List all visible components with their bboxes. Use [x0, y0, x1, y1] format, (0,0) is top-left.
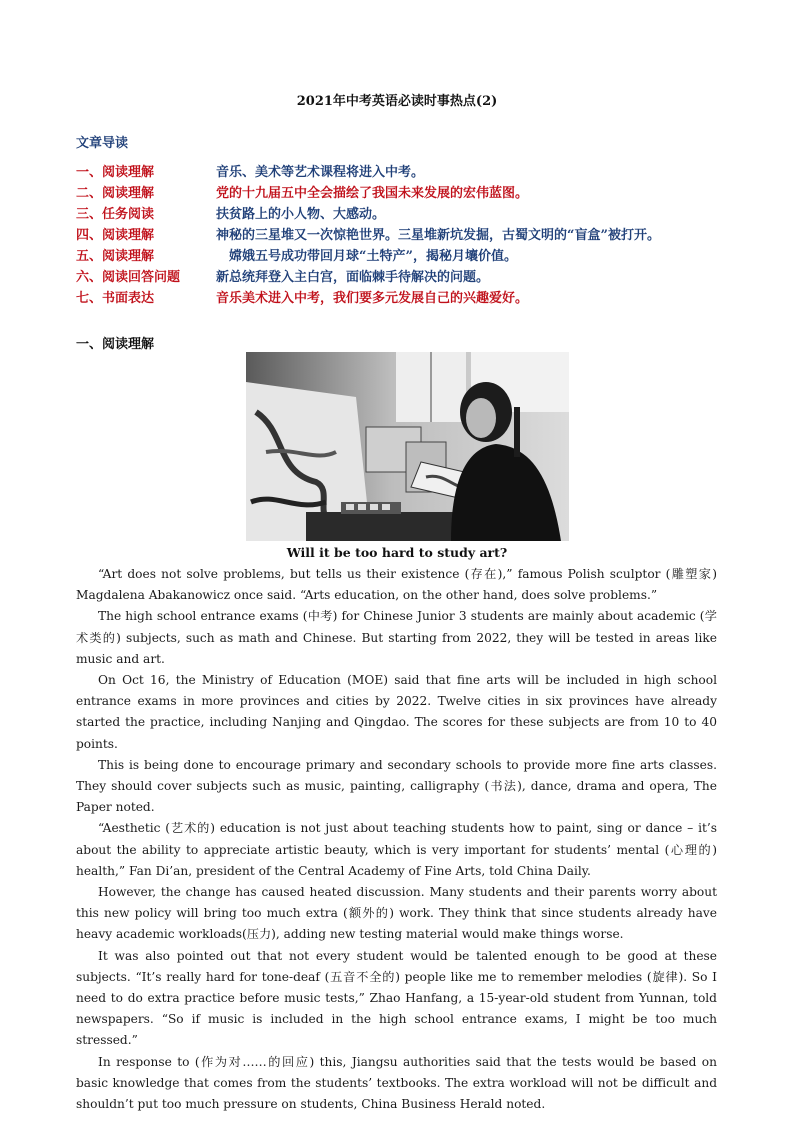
article-paragraph: This is being done to encourage primary and secondary schools to provide more fine arts classes. They should cover subjects such as music, painting, calligraphy (书法), dance, drama and opera, The Paper noted. — [76, 757, 717, 815]
toc-item — [76, 203, 736, 224]
article-paragraph: The high school entrance exams (中考) for Chinese Junior 3 students are mainly about academic (学术类的) subjects, such as math and Chinese. But starting from 2022, they will be tested in areas like music and art. — [76, 609, 717, 666]
toc-item-text: 新总统拜登入主白宫，面临棘手待解决的问题。 — [216, 270, 490, 285]
toc-item — [76, 266, 736, 287]
article-paragraph: It was also pointed out that not every student would be talented enough to be good at these subjects. “It’s really hard for tone-deaf (五音不全的) people like me to remember melodies (旋律). So I need to do extra practice before music tests,” Zhao Hanfang, a 15-year-old student from Yunnan, told newspapers. “So if music is included in the high school entrance exams, I might be too much stressed.” — [76, 948, 717, 1048]
toc-item-label: 二、阅读理解 — [76, 186, 155, 201]
article-paragraph: On Oct 16, the Ministry of Education (MOE) said that fine arts will be included in high school entrance exams in more provinces and cities by 2022. Twelve cities in six provinces have already started the practice, including Nanjing and Qingdao. The scores for these subjects are from 10 to 40 points. — [76, 673, 717, 751]
table-of-contents — [76, 161, 736, 308]
toc-item-label: 四、阅读理解 — [76, 228, 155, 243]
toc-item — [76, 287, 736, 308]
toc-item-label: 三、任务阅读 — [76, 207, 155, 222]
article-paragraph: “Aesthetic (艺术的) education is not just about teaching students how to paint, sing or dance – it’s about the ability to appreciate artistic beauty, which is very important for students’ mental (心理的) health,” Fan Di’an, president of the Central Academy of Fine Arts, told China Daily. — [76, 821, 717, 878]
toc-item-text: 音乐、美术等艺术课程将进入中考。 — [216, 165, 425, 180]
guide-heading: 文章导读 — [76, 136, 129, 151]
page-title: 2021年中考英语必读时事热点(2) — [296, 94, 498, 109]
art-student-photo — [246, 352, 569, 541]
toc-item-text: 嫦娥五号成功带回月球“土特产”，揭秘月壤价值。 — [216, 249, 517, 264]
toc-item-text: 音乐美术进入中考，我们要多元发展自己的兴趣爱好。 — [216, 291, 529, 306]
toc-item-label: 一、阅读理解 — [76, 165, 155, 180]
article-paragraph: In response to (作为对……的回应) this, Jiangsu authorities said that the tests would be based on basic knowledge that comes from the students’ textbooks. The extra workload will not be difficult and shouldn’t put too much pressure on students, China Business Herald noted. — [76, 1054, 717, 1112]
toc-item — [76, 224, 736, 245]
article-photo — [246, 352, 569, 541]
toc-item-label: 七、书面表达 — [76, 291, 155, 306]
toc-item-text: 扶贫路上的小人物、大感动。 — [216, 207, 386, 222]
article-paragraph: “Art does not solve problems, but tells us their existence (存在),” famous Polish sculptor (雕塑家) Magdalena Abakanowicz once said. “Arts education, on the other hand, does solve problems.” — [76, 567, 717, 603]
toc-item-label: 六、阅读回答问题 — [76, 270, 181, 285]
toc-item-label: 五、阅读理解 — [76, 249, 155, 264]
article-body — [76, 564, 717, 1115]
photo-caption: Will it be too hard to study art? — [286, 545, 508, 560]
toc-item — [76, 245, 736, 266]
toc-item-text: 党的十九届五中全会描绘了我国未来发展的宏伟蓝图。 — [216, 186, 529, 201]
toc-item — [76, 182, 736, 203]
article-paragraph: However, the change has caused heated discussion. Many students and their parents worry about this new policy will bring too much extra (额外的) work. They think that since students already have heavy academic workloads(压力), adding new testing material would make things worse. — [76, 885, 717, 942]
toc-item — [76, 161, 736, 182]
section-heading: 一、阅读理解 — [76, 337, 155, 352]
toc-item-text: 神秘的三星堆又一次惊艳世界。三星堆新坑发掘，古蜀文明的“盲盒”被打开。 — [216, 228, 660, 243]
